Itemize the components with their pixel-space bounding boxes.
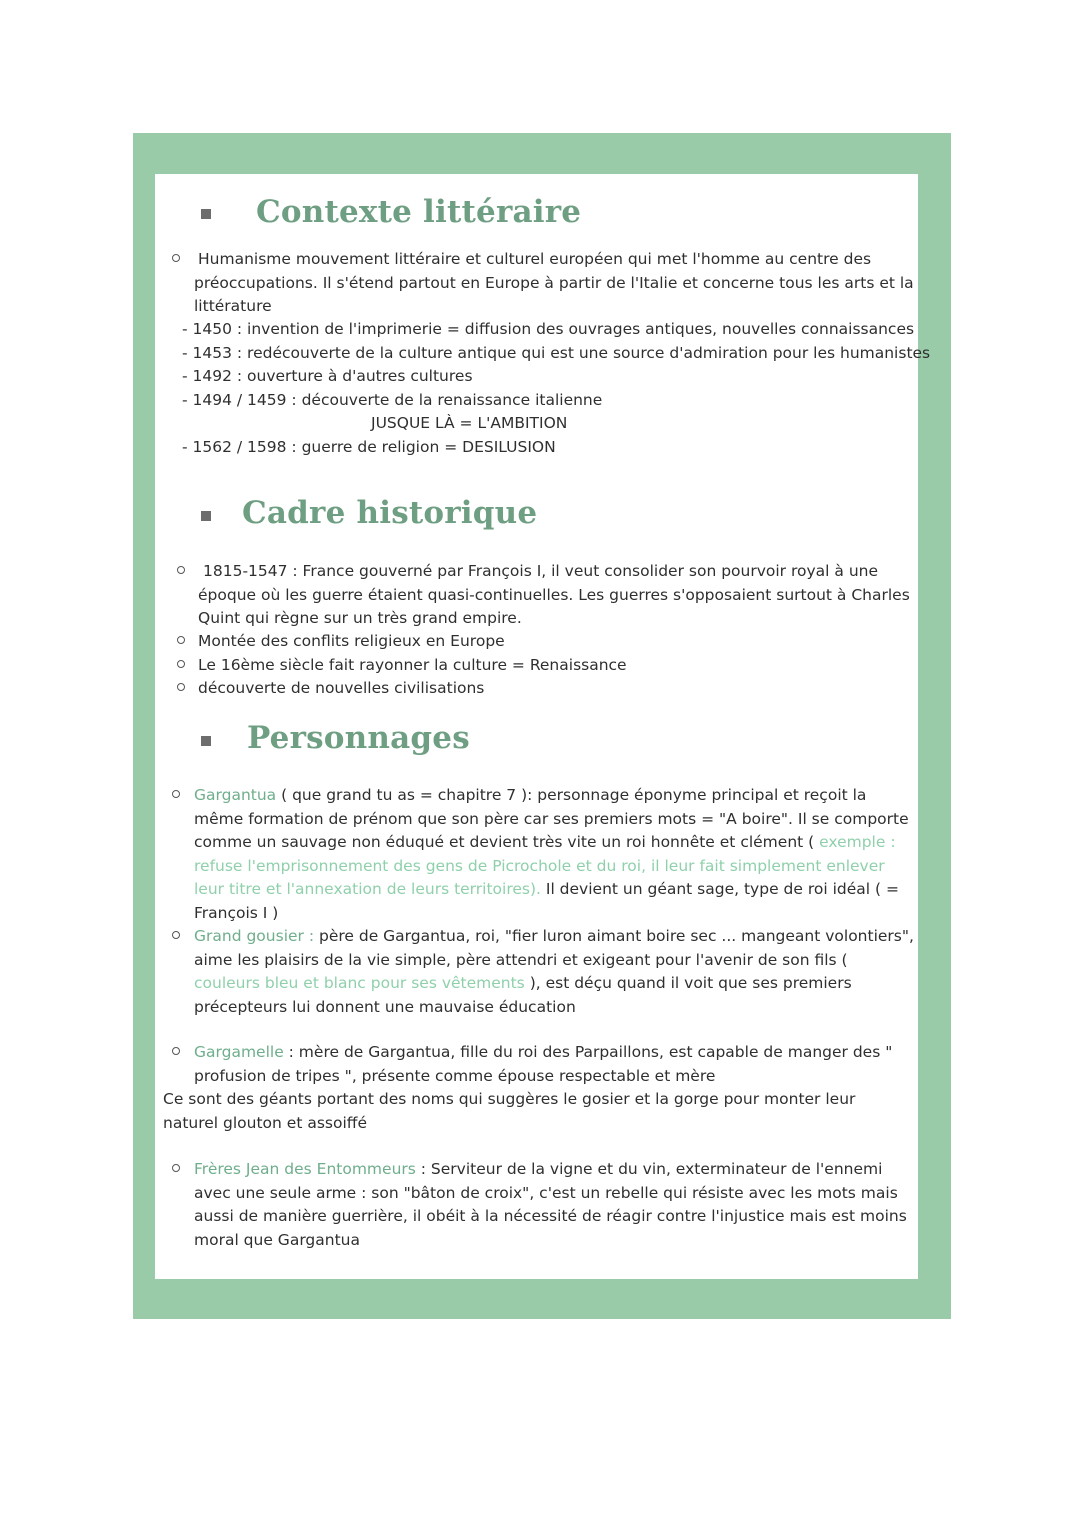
character-gargantua: Gargantua ( que grand tu as = chapitre 7 ): personnage éponyme principal et reçoit la même formation de prénom que son père car ses premiers mots = "A boire". Il se comporte comme un sauvage non éduqué et devient très vite un roi honnête et clément ( exemple : refuse l'emprisonnement des gens de Picrochole et du roi, il leur fait simplement enlever leur titre et l'annexation de leurs territoires). Il devient un géant sage, type de roi idéal ( = François I ) — [194, 786, 909, 922]
square-bullet-icon — [201, 511, 211, 521]
history-item: Montée des conflits religieux en Europe — [198, 632, 505, 650]
character-jean: Frères Jean des Entommeurs : Serviteur de la vigne et du vin, exterminateur de l'ennemi avec une seule arme : son "bâton de croix", c'est un rebelle qui résiste avec les mots mais aussi de manière guerrière, il obéit à la nécessité de réagir contre l'injustice mais est moins moral que Gargantua — [194, 1160, 907, 1249]
square-bullet-icon — [201, 209, 211, 219]
circle-bullet-icon — [172, 254, 180, 262]
section-title-personnages: Personnages — [247, 720, 470, 756]
history-item: 1815-1547 : France gouverné par François I, il veut consolider son pourvoir royal à une époque où les guerre étaient quasi-continuelles. Les guerres s'opposaient surtout à Charles Quint qui règne sur un très grand empire. — [198, 562, 910, 627]
giants-note: Ce sont des géants portant des noms qui suggères le gosier et la gorge pour monter leur naturel glouton et assoiffé — [163, 1090, 856, 1132]
date-item: - 1562 / 1598 : guerre de religion = DESILUSION — [182, 438, 556, 456]
example-highlight: couleurs bleu et blanc pour ses vêtements — [194, 974, 525, 992]
circle-bullet-icon — [177, 636, 185, 644]
date-item: - 1453 : redécouverte de la culture antique qui est une source d'admiration pour les humanistes — [182, 344, 931, 362]
history-item: Le 16ème siècle fait rayonner la culture = Renaissance — [198, 656, 627, 674]
section-title-cadre: Cadre historique — [242, 495, 538, 531]
section-title-contexte: Contexte littéraire — [256, 194, 582, 230]
date-item: - 1492 : ouverture à d'autres cultures — [182, 367, 473, 385]
circle-bullet-icon — [172, 931, 180, 939]
circle-bullet-icon — [172, 1047, 180, 1055]
humanisme-paragraph: Humanisme mouvement littéraire et culturel européen qui met l'homme au centre des préoccupations. Il s'étend partout en Europe à partir de l'Italie et concerne tous les arts et la littérature — [194, 250, 914, 315]
ambition-line: JUSQUE LÀ = L'AMBITION — [371, 414, 568, 432]
character-name: Gargamelle — [194, 1043, 284, 1061]
circle-bullet-icon — [177, 683, 185, 691]
example-highlight: exemple : refuse l'emprisonnement des gens de Picrochole et du roi, il leur fait simplement enlever leur titre et l'annexation de leurs territoires). — [194, 833, 896, 898]
circle-bullet-icon — [177, 660, 185, 668]
character-grandgousier: Grand gousier : père de Gargantua, roi, "fier luron aimant boire sec ... mangeant volontiers", aime les plaisirs de la vie simple, père attendri et exigeant pour l'avenir de son fils ( couleurs bleu et blanc pour ses vêtements ), est déçu quand il voit que ses premiers précepteurs lui donnent une mauvaise éducation — [194, 927, 914, 1016]
circle-bullet-icon — [172, 1164, 180, 1172]
history-item: découverte de nouvelles civilisations — [198, 679, 485, 697]
character-gargamelle: Gargamelle : mère de Gargantua, fille du roi des Parpaillons, est capable de manger des " profusion de tripes ", présente comme épouse respectable et mère — [194, 1043, 893, 1085]
date-item: - 1494 / 1459 : découverte de la renaissance italienne — [182, 391, 603, 409]
character-name: Grand gousier : — [194, 927, 315, 945]
circle-bullet-icon — [172, 790, 180, 798]
character-name: Gargantua — [194, 786, 277, 804]
date-item: - 1450 : invention de l'imprimerie = diffusion des ouvrages antiques, nouvelles connaissances — [182, 320, 915, 338]
character-name: Frères Jean des Entommeurs — [194, 1160, 416, 1178]
circle-bullet-icon — [177, 566, 185, 574]
square-bullet-icon — [201, 736, 211, 746]
